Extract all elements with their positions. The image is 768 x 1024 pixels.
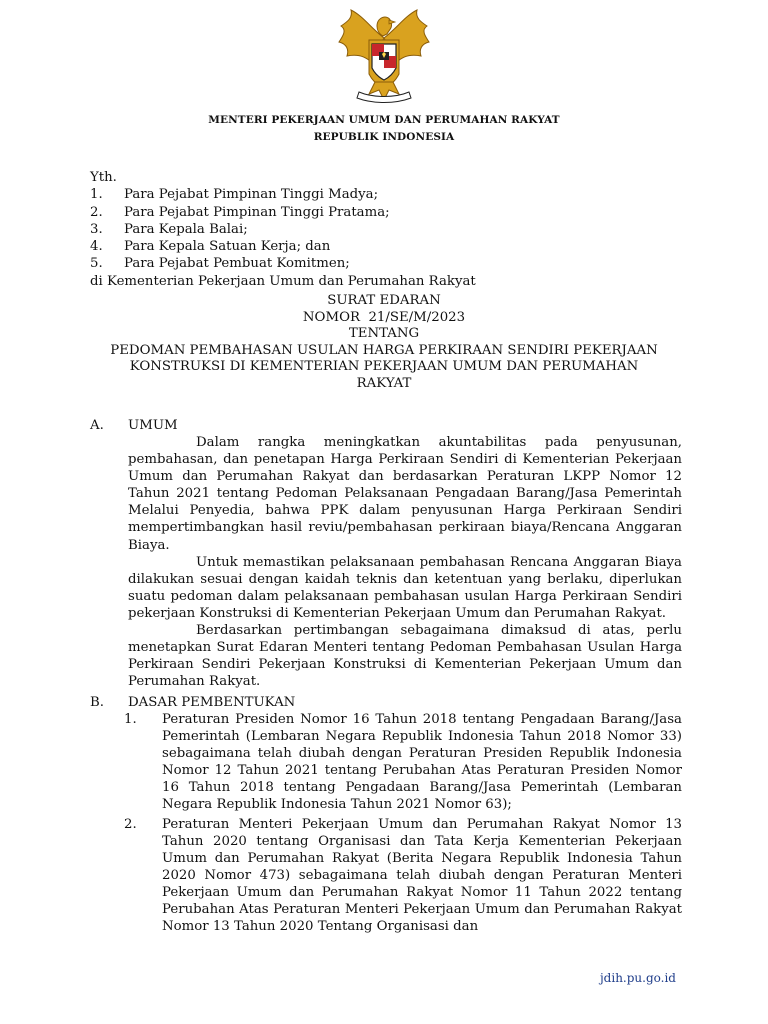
salutation: Yth. xyxy=(90,170,117,185)
legal-basis-number: 1. xyxy=(124,712,137,727)
circular-subject-line: KONSTRUKSI DI KEMENTERIAN PEKERJAAN UMUM DAN PERUMAHAN xyxy=(129,359,639,374)
addressee-item xyxy=(90,255,690,272)
paragraph: Berdasarkan pertimbangan sebagaimana dimaksud di atas, perlu menetapkan Surat Edaran Menteri tentang Pedoman Pembahasan Usulan Harga Perkiraan Sendiri Pekerjaan Konstruksi di Kementerian Pekerjaan Umum dan Perumahan Rakyat. xyxy=(128,623,682,690)
legal-basis-number: 2. xyxy=(124,816,137,832)
addressee-item-number: 3. xyxy=(90,221,103,237)
addressee-item-text: Para Pejabat Pimpinan Tinggi Madya; xyxy=(124,187,379,203)
circular-subject-line: RAKYAT xyxy=(356,375,412,391)
section-general xyxy=(90,417,682,690)
addressee-block xyxy=(90,169,690,290)
legal-basis-text: Peraturan Presiden Nomor 16 Tahun 2018 tentang Pengadaan Barang/Jasa Pemerintah (Lembaran Negara Republik Indonesia Tahun 2018 Nomor 33) sebagaimana telah diubah dengan Peraturan Presiden Republik Indonesia Nomor 12 Tahun 2021 tentang Perubahan Atas Peraturan Presiden Nomor 16 Tahun 2018 tentang Pengadaan Barang/Jasa Pemerintah (Lembaran Negara Republik Indonesia Tahun 2021 Nomor 63); xyxy=(162,712,682,813)
addressee-item-text: Para Kepala Satuan Kerja; dan xyxy=(124,239,331,255)
country-title: REPUBLIK INDONESIA xyxy=(313,131,455,143)
jdih-website-link[interactable]: jdih.pu.go.id xyxy=(599,971,676,985)
legal-basis-item xyxy=(90,711,682,814)
circular-about: TENTANG xyxy=(348,326,420,341)
paragraph: Untuk memastikan pelaksanaan pembahasan Rencana Anggaran Biaya dilakukan sesuai dengan kaidah teknis dan ketentuan yang berlaku, diperlukan suatu pedoman dalam pelaksanaan pembahasan usulan Harga Perkiraan Sendiri pekerjaan Konstruksi di Kementerian Pekerjaan Umum dan Perumahan Rakyat. xyxy=(128,554,682,621)
garuda-emblem-icon xyxy=(333,8,435,104)
section-letter: B. xyxy=(90,695,104,710)
addressee-item xyxy=(90,221,690,238)
addressee-item-text: Para Pejabat Pembuat Komitmen; xyxy=(124,256,350,272)
addressee-closing: di Kementerian Pekerjaan Umum dan Perumahan Rakyat xyxy=(90,273,476,289)
paragraph: Dalam rangka meningkatkan akuntabilitas pada penyusunan, pembahasan, dan penetapan Harga Perkiraan Sendiri di Kementerian Pekerjaan Umum dan Perumahan Rakyat dan berdasarkan Peraturan LKPP Nomor 12 Tahun 2021 tentang Pedoman Pelaksanaan Pengadaan Barang/Jasa Pemerintah Melalui Penyedia, bahwa PPK dalam penyusunan Harga Perkiraan Sendiri mempertimbangkan hasil reviu/pembahasan perkiraan biaya/Rencana Anggaran Biaya. xyxy=(128,435,682,553)
section-letter: A. xyxy=(90,418,104,433)
section-heading xyxy=(90,417,682,434)
circular-number: NOMOR 21/SE/M/2023 xyxy=(302,309,466,325)
addressee-item xyxy=(90,186,690,203)
circular-type: SURAT EDARAN xyxy=(327,293,441,308)
section-legal-basis xyxy=(90,694,682,935)
section-heading xyxy=(90,694,682,711)
legal-basis-text: Peraturan Menteri Pekerjaan Umum dan Perumahan Rakyat Nomor 13 Tahun 2020 tentang Organisasi dan Tata Kerja Kementerian Pekerjaan Umum dan Perumahan Rakyat (Berita Negara Republik Indonesia Tahun 2020 Nomor 473) sebagaimana telah diubah dengan Peraturan Menteri Pekerjaan Umum dan Perumahan Rakyat Nomor 11 Tahun 2022 tentang Perubahan Atas Peraturan Menteri Pekerjaan Umum dan Perumahan Rakyat Nomor 13 Tahun 2020 Tentang Organisasi dan xyxy=(162,816,682,935)
circular-subject-line: PEDOMAN PEMBAHASAN USULAN HARGA PERKIRAAN SENDIRI PEKERJAAN xyxy=(110,342,658,358)
addressee-item xyxy=(90,238,690,255)
addressee-item xyxy=(90,204,690,221)
circular-title-block xyxy=(84,292,684,391)
addressee-item-number: 4. xyxy=(90,239,103,255)
addressee-item-number: 1. xyxy=(90,187,103,203)
section-title: UMUM xyxy=(128,418,178,433)
addressee-item-text: Para Kepala Balai; xyxy=(124,221,248,237)
ministry-title: MENTERI PEKERJAAN UMUM DAN PERUMAHAN RAKYAT xyxy=(208,114,560,126)
addressee-item-number: 2. xyxy=(90,204,103,220)
legal-basis-item xyxy=(90,816,682,936)
addressee-item-text: Para Pejabat Pimpinan Tinggi Pratama; xyxy=(124,204,390,220)
addressee-item-number: 5. xyxy=(90,256,103,272)
section-title: DASAR PEMBENTUKAN xyxy=(128,695,296,710)
